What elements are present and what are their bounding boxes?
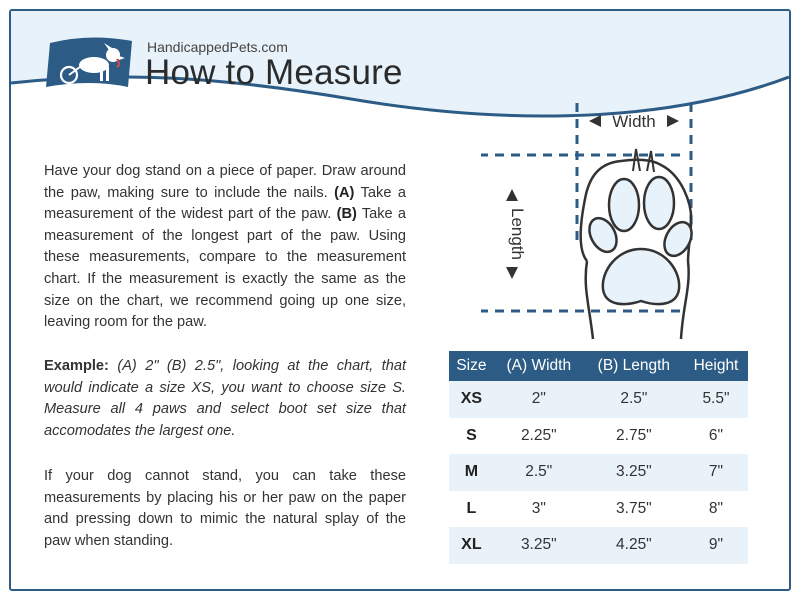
length-arrow-bottom-icon	[506, 267, 518, 279]
height-cell: 7"	[684, 454, 748, 491]
page-title: How to Measure	[145, 53, 403, 92]
instructions-width-step: Take a measurement of the widest part of the paw.	[44, 184, 407, 223]
example-text: (A) 2" (B) 2.5", looking at the chart, that would indicate a size XS, you want to choose size S. Measure all 4 paws and select boot set size that accomodates the largest one.	[44, 358, 406, 439]
height-cell: 5.5"	[684, 381, 748, 418]
instructions-intro: Have your dog stand on a piece of paper. Draw around the paw, making sure to include the nails.	[44, 163, 406, 201]
height-cell: 9"	[684, 527, 748, 564]
measure-card	[9, 9, 791, 591]
width-arrow-right-icon	[667, 115, 679, 127]
marker-a: (A)	[334, 184, 355, 201]
width-cell: 2"	[494, 381, 584, 418]
width-label: Width	[612, 112, 656, 131]
size-chart-table	[449, 351, 748, 564]
length-cell: 3.75"	[616, 499, 652, 517]
width-cell: 2.25"	[520, 426, 557, 444]
paw-measure-diagram	[481, 99, 741, 349]
height-cell: 6"	[708, 426, 724, 444]
length-cell: 4.25"	[584, 527, 684, 564]
table-row	[449, 491, 748, 528]
length-cell: 2.5"	[584, 381, 684, 418]
length-arrow-top-icon	[506, 189, 518, 201]
length-cell: 3.25"	[584, 454, 684, 491]
size-cell: S	[466, 426, 477, 444]
column-header-height: Height	[684, 351, 748, 381]
size-cell: XS	[449, 381, 494, 418]
width-cell: 3"	[531, 499, 546, 517]
width-cell: 3.25"	[494, 527, 584, 564]
width-cell: 2.5"	[494, 454, 584, 491]
dog-wheelchair-logo-icon	[44, 31, 136, 91]
size-cell: XL	[449, 527, 494, 564]
example-label: Example:	[44, 358, 109, 374]
example-paragraph	[44, 356, 406, 442]
instructions-paragraph	[44, 161, 406, 334]
size-cell: L	[466, 499, 477, 517]
cannot-stand-paragraph: If your dog cannot stand, you can take these measurements by placing his or her paw on the paper and pressing down to mimic the natural splay of the paw when standing.	[44, 468, 406, 549]
size-cell: M	[449, 454, 494, 491]
length-label: Length	[508, 208, 527, 260]
table-row	[449, 418, 748, 455]
width-arrow-left-icon	[589, 115, 601, 127]
column-header-length: (B) Length	[584, 351, 684, 381]
height-cell: 8"	[708, 499, 724, 517]
table-row	[449, 454, 748, 491]
column-header-size: Size	[449, 351, 494, 381]
column-header-width: (A) Width	[494, 351, 584, 381]
size-chart-header-row	[449, 351, 748, 381]
table-row	[449, 381, 748, 418]
table-row	[449, 527, 748, 564]
instructions-length-step: Take a measurement of the longest part of the paw. Using these measurements, compare to the measurement chart. If the measurement is exactly the same as the size on the chart, we recommend going up one size, leaving room for the paw.	[44, 206, 407, 331]
length-cell: 2.75"	[616, 426, 652, 444]
brand-name: HandicappedPets.com	[147, 39, 288, 55]
marker-b: (B)	[336, 206, 357, 223]
